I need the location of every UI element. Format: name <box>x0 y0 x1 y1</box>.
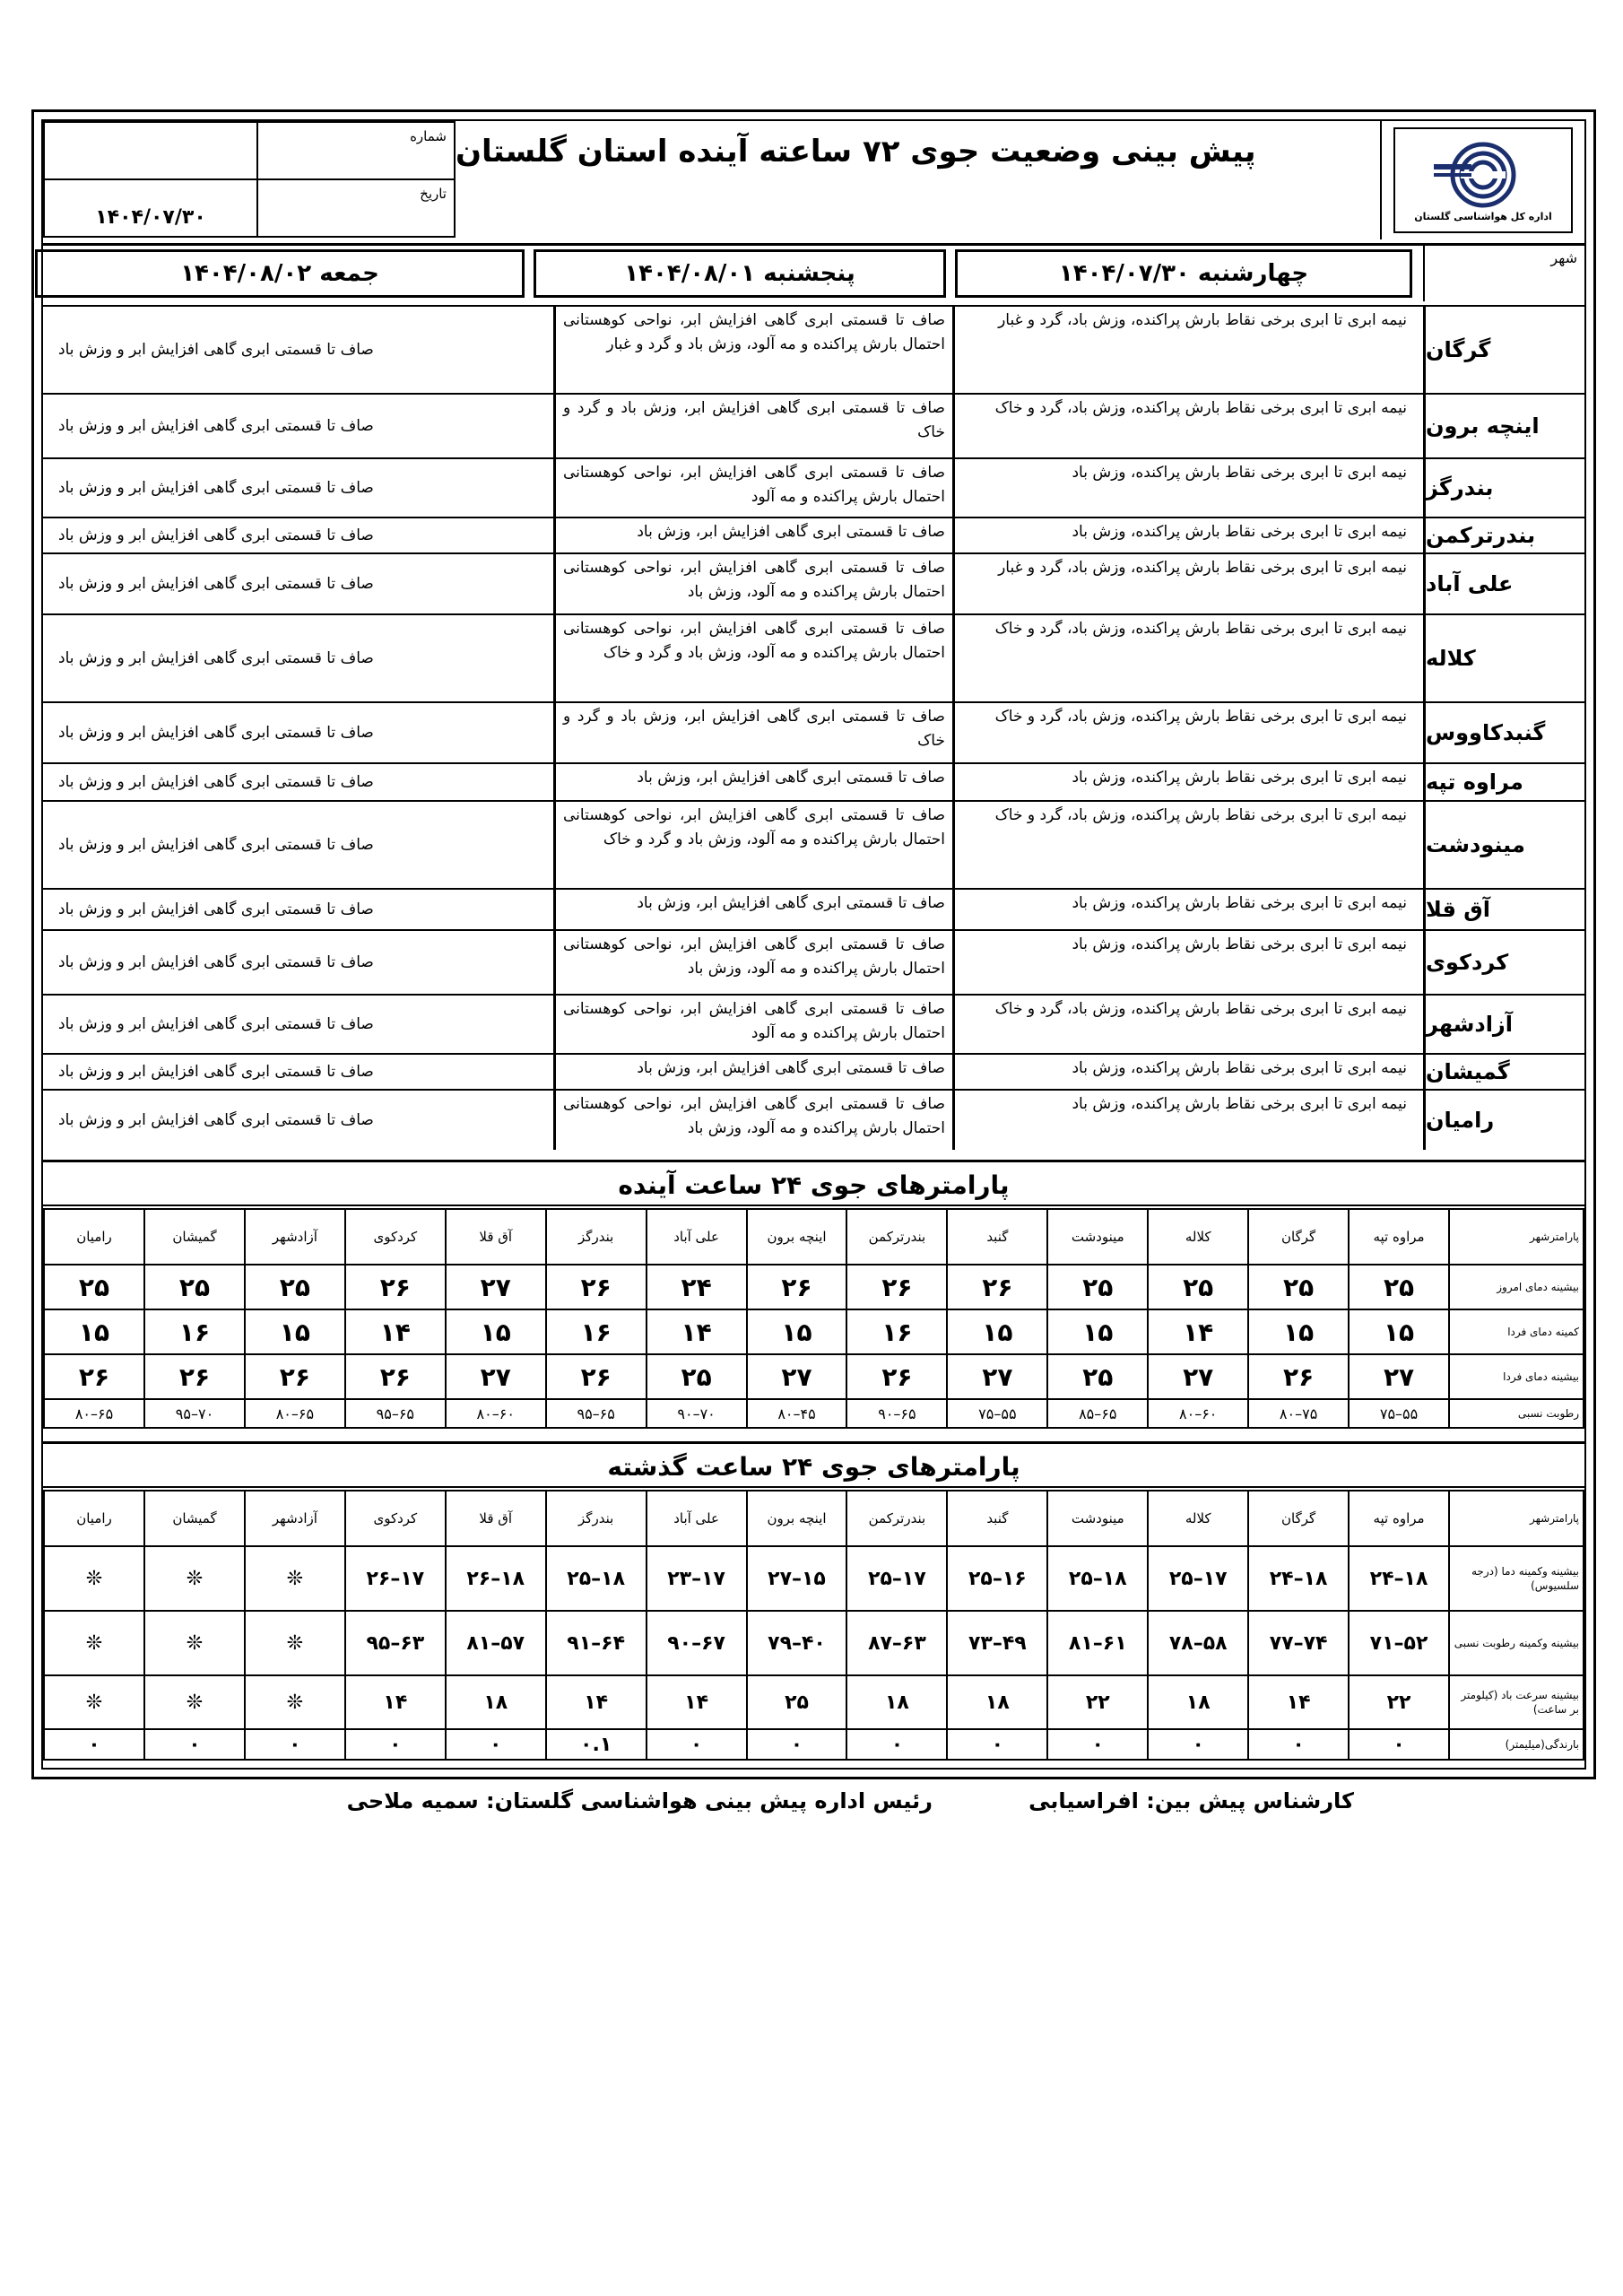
value-cell: ۱۸ <box>1148 1675 1248 1729</box>
forecast-day1-text: نیمه ابری تا ابری برخی نقاط بارش پراکنده، وزش باد <box>1072 935 1407 953</box>
value-cell: ۲۶ <box>747 1265 847 1309</box>
value-cell: ۰ <box>446 1729 546 1760</box>
value-cell: ۰ <box>345 1729 446 1760</box>
value-cell: ۱۷–۲۶ <box>345 1546 446 1611</box>
value-cell: ۶۰–۸۰ <box>446 1399 546 1428</box>
forecast-day1-text: نیمه ابری تا ابری برخی نقاط بارش پراکنده، وزش باد، گرد و خاک <box>994 399 1407 417</box>
city-column-header: مراوه تپه <box>1349 1209 1449 1265</box>
forecast-row <box>43 305 1584 393</box>
value-cell: ❊ <box>144 1546 245 1611</box>
value-cell: ۰ <box>1047 1729 1148 1760</box>
table-row <box>44 1675 1584 1729</box>
value-cell: ۱۴ <box>647 1675 747 1729</box>
value-cell: ۶۱–۸۱ <box>1047 1611 1148 1675</box>
value-cell: ۰ <box>947 1729 1047 1760</box>
forecast-section <box>43 243 1584 1137</box>
value-cell: ۵۲–۷۱ <box>1349 1611 1449 1675</box>
forecast-day3-text: صاف تا قسمتی ابری گاهی افزایش ابر و وزش باد <box>58 952 374 971</box>
value-cell: ❊ <box>245 1611 345 1675</box>
day-header-1: چهارشنبه ۱۴۰۴/۰۷/۳۰ <box>955 249 1412 298</box>
forecast-day1-text: نیمه ابری تا ابری برخی نقاط بارش پراکنده، وزش باد، گرد و خاک <box>994 1000 1407 1018</box>
value-cell: ۲۵ <box>647 1354 747 1399</box>
value-cell: ۲۶ <box>345 1265 446 1309</box>
city-column-header: علی آباد <box>647 1209 747 1265</box>
value-cell: ۱۴ <box>345 1309 446 1354</box>
row-label: بیشینه دمای امروز <box>1449 1265 1584 1309</box>
header <box>43 121 1584 239</box>
value-cell: ۱۴ <box>647 1309 747 1354</box>
value-cell: ۴۹–۷۳ <box>947 1611 1047 1675</box>
forecast-day3-text: صاف تا قسمتی ابری گاهی افزایش ابر و وزش باد <box>58 478 374 497</box>
next24-title: پارامترهای جوی ۲۴ ساعت آینده <box>43 1160 1584 1206</box>
forecast-day1-text: نیمه ابری تا ابری برخی نقاط بارش پراکنده، وزش باد <box>1072 1059 1407 1077</box>
value-cell: ۲۷ <box>947 1354 1047 1399</box>
value-cell: ۱۵ <box>747 1309 847 1354</box>
value-cell: ۱۷–۲۵ <box>846 1546 947 1611</box>
forecast-day1-text: نیمه ابری تا ابری برخی نقاط بارش پراکنده، وزش باد <box>1072 894 1407 912</box>
table-row <box>44 1546 1584 1611</box>
forecast-day3-text: صاف تا قسمتی ابری گاهی افزایش ابر و وزش باد <box>58 648 374 667</box>
forecast-city-name: آق قلا <box>1423 890 1584 929</box>
forecast-day2-text: صاف تا قسمتی ابری گاهی افزایش ابر، نواحی کوهستانی احتمال بارش پراکنده و مه آلود <box>553 996 955 1053</box>
value-cell: ۲۶ <box>846 1354 947 1399</box>
value-cell: ۵۸–۷۸ <box>1148 1611 1248 1675</box>
value-cell: ۶۵–۸۰ <box>245 1399 345 1428</box>
table-row <box>44 1611 1584 1675</box>
number-label: شماره <box>257 122 455 179</box>
forecast-city-name: رامیان <box>1423 1091 1584 1150</box>
forecast-row <box>43 457 1584 517</box>
city-column-header: بندرگز <box>546 1491 647 1546</box>
forecast-day2-text: صاف تا قسمتی ابری گاهی افزایش ابر، وزش باد <box>553 764 955 800</box>
value-cell: ۰ <box>245 1729 345 1760</box>
forecast-day1-text: نیمه ابری تا ابری برخی نقاط بارش پراکنده، وزش باد، گرد و غبار <box>998 311 1407 329</box>
forecast-row <box>43 552 1584 613</box>
forecast-city-name: گمیشان <box>1423 1055 1584 1089</box>
value-cell: ۲۲ <box>1047 1675 1148 1729</box>
value-cell: ۱۵ <box>446 1309 546 1354</box>
forecast-day2-text: صاف تا قسمتی ابری گاهی افزایش ابر، وزش باد و گرد و خاک <box>553 395 955 457</box>
city-column-header: کردکوی <box>345 1209 446 1265</box>
city-column-header: بندرگز <box>546 1209 647 1265</box>
value-cell: ۰.۱ <box>546 1729 647 1760</box>
value-cell: ۲۵ <box>747 1675 847 1729</box>
value-cell: ۰ <box>144 1729 245 1760</box>
forecaster-signature: کارشناس پیش بین: افراسیابی <box>1028 1788 1354 1813</box>
document-meta <box>43 121 456 239</box>
city-column-header: کردکوی <box>345 1491 446 1546</box>
row-label: بارندگی(میلیمتر) <box>1449 1729 1584 1760</box>
row-label: بیشینه سرعت باد (کیلومتر بر ساعت) <box>1449 1675 1584 1729</box>
value-cell: ۱۶ <box>846 1309 947 1354</box>
forecast-city-name: گنبدکاووس <box>1423 703 1584 762</box>
value-cell: ۱۵ <box>1047 1309 1148 1354</box>
table-row <box>44 1729 1584 1760</box>
city-column-header: گرگان <box>1248 1209 1349 1265</box>
value-cell: ۱۵ <box>947 1309 1047 1354</box>
value-cell: ❊ <box>144 1611 245 1675</box>
row-label: بیشینه دمای فردا <box>1449 1354 1584 1399</box>
forecast-city-name: مراوه تپه <box>1423 764 1584 800</box>
forecast-row <box>43 994 1584 1053</box>
logo-caption: اداره کل هواشناسی گلستان <box>1414 210 1552 222</box>
value-cell: ۵۷–۸۱ <box>446 1611 546 1675</box>
value-cell: ۲۷ <box>446 1354 546 1399</box>
value-cell: ۲۴ <box>647 1265 747 1309</box>
forecast-day3-text: صاف تا قسمتی ابری گاهی افزایش ابر و وزش باد <box>58 723 374 742</box>
value-cell: ۱۷–۲۳ <box>647 1546 747 1611</box>
value-cell: ۶۵–۹۵ <box>546 1399 647 1428</box>
forecast-city-name: بندرترکمن <box>1423 518 1584 552</box>
next24-table <box>43 1208 1584 1429</box>
value-cell: ❊ <box>245 1546 345 1611</box>
city-column-header: رامیان <box>44 1209 144 1265</box>
value-cell: ❊ <box>144 1675 245 1729</box>
forecast-day3-text: صاف تا قسمتی ابری گاهی افزایش ابر و وزش باد <box>58 416 374 435</box>
value-cell: ۷۰–۹۵ <box>144 1399 245 1428</box>
value-cell: ۶۵–۹۵ <box>345 1399 446 1428</box>
city-column-header: رامیان <box>44 1491 144 1546</box>
forecast-row <box>43 517 1584 552</box>
city-column-header: کلاله <box>1148 1491 1248 1546</box>
value-cell: ۲۵ <box>1047 1354 1148 1399</box>
corner-label: پارامترشهر <box>1449 1491 1584 1546</box>
forecast-city-name: علی آباد <box>1423 554 1584 613</box>
value-cell: ۱۶–۲۵ <box>947 1546 1047 1611</box>
number-value <box>44 122 257 179</box>
forecast-row <box>43 393 1584 457</box>
forecast-day2-text: صاف تا قسمتی ابری گاهی افزایش ابر، نواحی کوهستانی احتمال بارش پراکنده و مه آلود <box>553 459 955 517</box>
forecast-day1-text: نیمه ابری تا ابری برخی نقاط بارش پراکنده، وزش باد، گرد و خاک <box>994 708 1407 726</box>
value-cell: ۲۷ <box>1349 1354 1449 1399</box>
value-cell: ۱۵ <box>1349 1309 1449 1354</box>
forecast-day3-text: صاف تا قسمتی ابری گاهی افزایش ابر و وزش باد <box>58 835 374 854</box>
city-column-header: بندرترکمن <box>846 1209 947 1265</box>
value-cell: ۲۲ <box>1349 1675 1449 1729</box>
row-label: رطوبت نسبی <box>1449 1399 1584 1428</box>
forecast-day1-text: نیمه ابری تا ابری برخی نقاط بارش پراکنده، وزش باد <box>1072 523 1407 541</box>
forecast-day2-text: صاف تا قسمتی ابری گاهی افزایش ابر، وزش باد <box>553 1055 955 1089</box>
value-cell: ۴۵–۸۰ <box>747 1399 847 1428</box>
value-cell: ۰ <box>1248 1729 1349 1760</box>
forecast-day1-text: نیمه ابری تا ابری برخی نقاط بارش پراکنده، وزش باد <box>1072 769 1407 787</box>
value-cell: ۶۵–۸۵ <box>1047 1399 1148 1428</box>
logo-cell <box>1380 121 1584 239</box>
value-cell: ۲۷ <box>446 1265 546 1309</box>
table-row <box>44 1309 1584 1354</box>
city-column-header: گنبد <box>947 1491 1047 1546</box>
city-column-header: گمیشان <box>144 1491 245 1546</box>
value-cell: ۲۶ <box>846 1265 947 1309</box>
page-frame <box>31 109 1596 1779</box>
table-row <box>44 1399 1584 1428</box>
value-cell: ۶۷–۹۰ <box>647 1611 747 1675</box>
value-cell: ۰ <box>647 1729 747 1760</box>
city-column-header: شهر <box>1423 246 1584 301</box>
value-cell: ۲۶ <box>546 1265 647 1309</box>
meteorological-logo-icon <box>1407 139 1559 209</box>
value-cell: ۱۵ <box>245 1309 345 1354</box>
row-label: بیشینه وکمینه دما (درجه سلسیوس) <box>1449 1546 1584 1611</box>
value-cell: ۱۴ <box>1148 1309 1248 1354</box>
value-cell: ❊ <box>44 1611 144 1675</box>
value-cell: ۱۶ <box>546 1309 647 1354</box>
value-cell: ۱۴ <box>345 1675 446 1729</box>
forecast-header <box>43 246 1584 298</box>
value-cell: ۰ <box>846 1729 947 1760</box>
table-row <box>44 1265 1584 1309</box>
forecast-day2-text: صاف تا قسمتی ابری گاهی افزایش ابر، نواحی کوهستانی احتمال بارش پراکنده و مه آلود، وزش باد <box>553 554 955 613</box>
value-cell: ۱۴ <box>1248 1675 1349 1729</box>
value-cell: ❊ <box>44 1675 144 1729</box>
forecast-day3-text: صاف تا قسمتی ابری گاهی افزایش ابر و وزش باد <box>58 526 374 544</box>
forecast-city-name: آزادشهر <box>1423 996 1584 1053</box>
city-column-header: مینودشت <box>1047 1491 1148 1546</box>
value-cell: ۷۵–۸۰ <box>1248 1399 1349 1428</box>
value-cell: ۲۵ <box>1248 1265 1349 1309</box>
value-cell: ۲۷ <box>1148 1354 1248 1399</box>
past24-table <box>43 1490 1584 1761</box>
value-cell: ۰ <box>1349 1729 1449 1760</box>
row-label: کمینه دمای فردا <box>1449 1309 1584 1354</box>
forecast-row <box>43 800 1584 888</box>
value-cell: ۲۵ <box>44 1265 144 1309</box>
content-border <box>41 119 1586 1770</box>
forecast-day2-text: صاف تا قسمتی ابری گاهی افزایش ابر، نواحی کوهستانی احتمال بارش پراکنده و مه آلود، وزش باد و گرد و خاک <box>553 615 955 701</box>
value-cell: ۱۵ <box>1248 1309 1349 1354</box>
value-cell: ۱۸–۲۴ <box>1248 1546 1349 1611</box>
city-column-header: آزادشهر <box>245 1491 345 1546</box>
value-cell: ۲۶ <box>44 1354 144 1399</box>
forecast-city-name: کلاله <box>1423 615 1584 701</box>
date-label: تاریخ <box>257 179 455 237</box>
forecast-city-name: کردکوی <box>1423 931 1584 994</box>
value-cell: ۴۰–۷۹ <box>747 1611 847 1675</box>
value-cell: ۲۵ <box>1148 1265 1248 1309</box>
forecast-city-name: اینچه برون <box>1423 395 1584 457</box>
city-column-header: مینودشت <box>1047 1209 1148 1265</box>
value-cell: ۷۴–۷۷ <box>1248 1611 1349 1675</box>
value-cell: ۲۶ <box>947 1265 1047 1309</box>
table-row <box>44 1354 1584 1399</box>
value-cell: ۶۳–۹۵ <box>345 1611 446 1675</box>
day-header-3: جمعه ۱۴۰۴/۰۸/۰۲ <box>35 249 525 298</box>
forecast-day3-text: صاف تا قسمتی ابری گاهی افزایش ابر و وزش باد <box>58 900 374 918</box>
forecast-day1-text: نیمه ابری تا ابری برخی نقاط بارش پراکنده، وزش باد، گرد و خاک <box>994 806 1407 824</box>
forecast-day2-text: صاف تا قسمتی ابری گاهی افزایش ابر، وزش باد و گرد و خاک <box>553 703 955 762</box>
value-cell: ❊ <box>44 1546 144 1611</box>
forecast-day2-text: صاف تا قسمتی ابری گاهی افزایش ابر، نواحی کوهستانی احتمال بارش پراکنده و مه آلود، وزش باد <box>553 931 955 994</box>
head-signature: رئیس اداره پیش بینی هواشناسی گلستان: سمیه ملاحی <box>346 1788 933 1813</box>
table-header-row <box>44 1491 1584 1546</box>
value-cell: ۱۸ <box>947 1675 1047 1729</box>
value-cell: ۲۵ <box>144 1265 245 1309</box>
forecast-day1-text: نیمه ابری تا ابری برخی نقاط بارش پراکنده، وزش باد، گرد و غبار <box>998 559 1407 577</box>
city-column-header: گمیشان <box>144 1209 245 1265</box>
value-cell: ۷۰–۹۰ <box>647 1399 747 1428</box>
value-cell: ۱۸ <box>846 1675 947 1729</box>
forecast-day1-text: نیمه ابری تا ابری برخی نقاط بارش پراکنده، وزش باد، گرد و خاک <box>994 620 1407 638</box>
value-cell: ❊ <box>245 1675 345 1729</box>
value-cell: ۱۸–۲۴ <box>1349 1546 1449 1611</box>
value-cell: ۲۵ <box>245 1265 345 1309</box>
value-cell: ۰ <box>44 1729 144 1760</box>
value-cell: ۲۶ <box>1248 1354 1349 1399</box>
forecast-day2-text: صاف تا قسمتی ابری گاهی افزایش ابر، وزش باد <box>553 890 955 929</box>
value-cell: ۲۶ <box>345 1354 446 1399</box>
value-cell: ۶۳–۸۷ <box>846 1611 947 1675</box>
value-cell: ۱۷–۲۵ <box>1148 1546 1248 1611</box>
city-column-header: گرگان <box>1248 1491 1349 1546</box>
day-header-2: پنجشنبه ۱۴۰۴/۰۸/۰۱ <box>534 249 946 298</box>
forecast-day2-text: صاف تا قسمتی ابری گاهی افزایش ابر، وزش باد <box>553 518 955 552</box>
forecast-day2-text: صاف تا قسمتی ابری گاهی افزایش ابر، نواحی کوهستانی احتمال بارش پراکنده و مه آلود، وزش باد و گرد و خاک <box>553 802 955 888</box>
value-cell: ۶۵–۹۰ <box>846 1399 947 1428</box>
city-column-header: مراوه تپه <box>1349 1491 1449 1546</box>
value-cell: ۵۵–۷۵ <box>1349 1399 1449 1428</box>
city-column-header: علی آباد <box>647 1491 747 1546</box>
city-column-header: بندرترکمن <box>846 1491 947 1546</box>
value-cell: ۱۸–۲۶ <box>446 1546 546 1611</box>
forecast-row <box>43 1053 1584 1089</box>
row-label: بیشینه وکمینه رطوبت نسبی <box>1449 1611 1584 1675</box>
value-cell: ۲۶ <box>144 1354 245 1399</box>
forecast-day2-text: صاف تا قسمتی ابری گاهی افزایش ابر، نواحی کوهستانی احتمال بارش پراکنده و مه آلود، وزش باد <box>553 1091 955 1150</box>
city-column-header: گنبد <box>947 1209 1047 1265</box>
value-cell: ۰ <box>1148 1729 1248 1760</box>
forecast-city-name: بندرگز <box>1423 459 1584 517</box>
value-cell: ۱۸–۲۵ <box>546 1546 647 1611</box>
value-cell: ۲۵ <box>1047 1265 1148 1309</box>
value-cell: ۱۵–۲۷ <box>747 1546 847 1611</box>
forecast-day1-text: نیمه ابری تا ابری برخی نقاط بارش پراکنده، وزش باد <box>1072 464 1407 482</box>
value-cell: ۱۸–۲۵ <box>1047 1546 1148 1611</box>
forecast-day3-text: صاف تا قسمتی ابری گاهی افزایش ابر و وزش باد <box>58 772 374 791</box>
city-column-header: آق قلا <box>446 1491 546 1546</box>
organization-logo <box>1393 127 1573 233</box>
forecast-row <box>43 701 1584 762</box>
table-header-row <box>44 1209 1584 1265</box>
past24-title: پارامترهای جوی ۲۴ ساعت گذشته <box>43 1441 1584 1488</box>
forecast-day2-text: صاف تا قسمتی ابری گاهی افزایش ابر، نواحی کوهستانی احتمال بارش پراکنده و مه آلود، وزش باد و گرد و غبار <box>553 307 955 393</box>
value-cell: ۲۷ <box>747 1354 847 1399</box>
page-title: پیش بینی وضعیت جوی ۷۲ ساعته آینده استان گلستان <box>456 134 1256 170</box>
value-cell: ۰ <box>747 1729 847 1760</box>
date-value: ۱۴۰۴/۰۷/۳۰ <box>44 179 257 237</box>
forecast-day3-text: صاف تا قسمتی ابری گاهی افزایش ابر و وزش باد <box>58 1062 374 1081</box>
forecast-city-name: مینودشت <box>1423 802 1584 888</box>
value-cell: ۶۵–۸۰ <box>44 1399 144 1428</box>
value-cell: ۲۵ <box>1349 1265 1449 1309</box>
forecast-row <box>43 613 1584 701</box>
city-column-header: آزادشهر <box>245 1209 345 1265</box>
forecast-row <box>43 762 1584 800</box>
value-cell: ۲۶ <box>546 1354 647 1399</box>
value-cell: ۱۴ <box>546 1675 647 1729</box>
forecast-day3-text: صاف تا قسمتی ابری گاهی افزایش ابر و وزش باد <box>58 1110 374 1129</box>
forecast-row <box>43 929 1584 994</box>
forecast-row <box>43 1089 1584 1150</box>
value-cell: ۶۴–۹۱ <box>546 1611 647 1675</box>
value-cell: ۱۵ <box>44 1309 144 1354</box>
city-column-header: اینچه برون <box>747 1209 847 1265</box>
value-cell: ۶۰–۸۰ <box>1148 1399 1248 1428</box>
forecast-day3-text: صاف تا قسمتی ابری گاهی افزایش ابر و وزش باد <box>58 574 374 593</box>
value-cell: ۱۸ <box>446 1675 546 1729</box>
forecast-day1-text: نیمه ابری تا ابری برخی نقاط بارش پراکنده، وزش باد <box>1072 1095 1407 1113</box>
value-cell: ۱۶ <box>144 1309 245 1354</box>
forecast-day3-text: صاف تا قسمتی ابری گاهی افزایش ابر و وزش باد <box>58 1014 374 1033</box>
city-column-header: اینچه برون <box>747 1491 847 1546</box>
city-column-header: آق قلا <box>446 1209 546 1265</box>
corner-label: پارامترشهر <box>1449 1209 1584 1265</box>
city-column-header: کلاله <box>1148 1209 1248 1265</box>
value-cell: ۵۵–۷۵ <box>947 1399 1047 1428</box>
value-cell: ۲۶ <box>245 1354 345 1399</box>
forecast-day3-text: صاف تا قسمتی ابری گاهی افزایش ابر و وزش باد <box>58 340 374 359</box>
forecast-city-name: گرگان <box>1423 307 1584 393</box>
forecast-row <box>43 888 1584 929</box>
